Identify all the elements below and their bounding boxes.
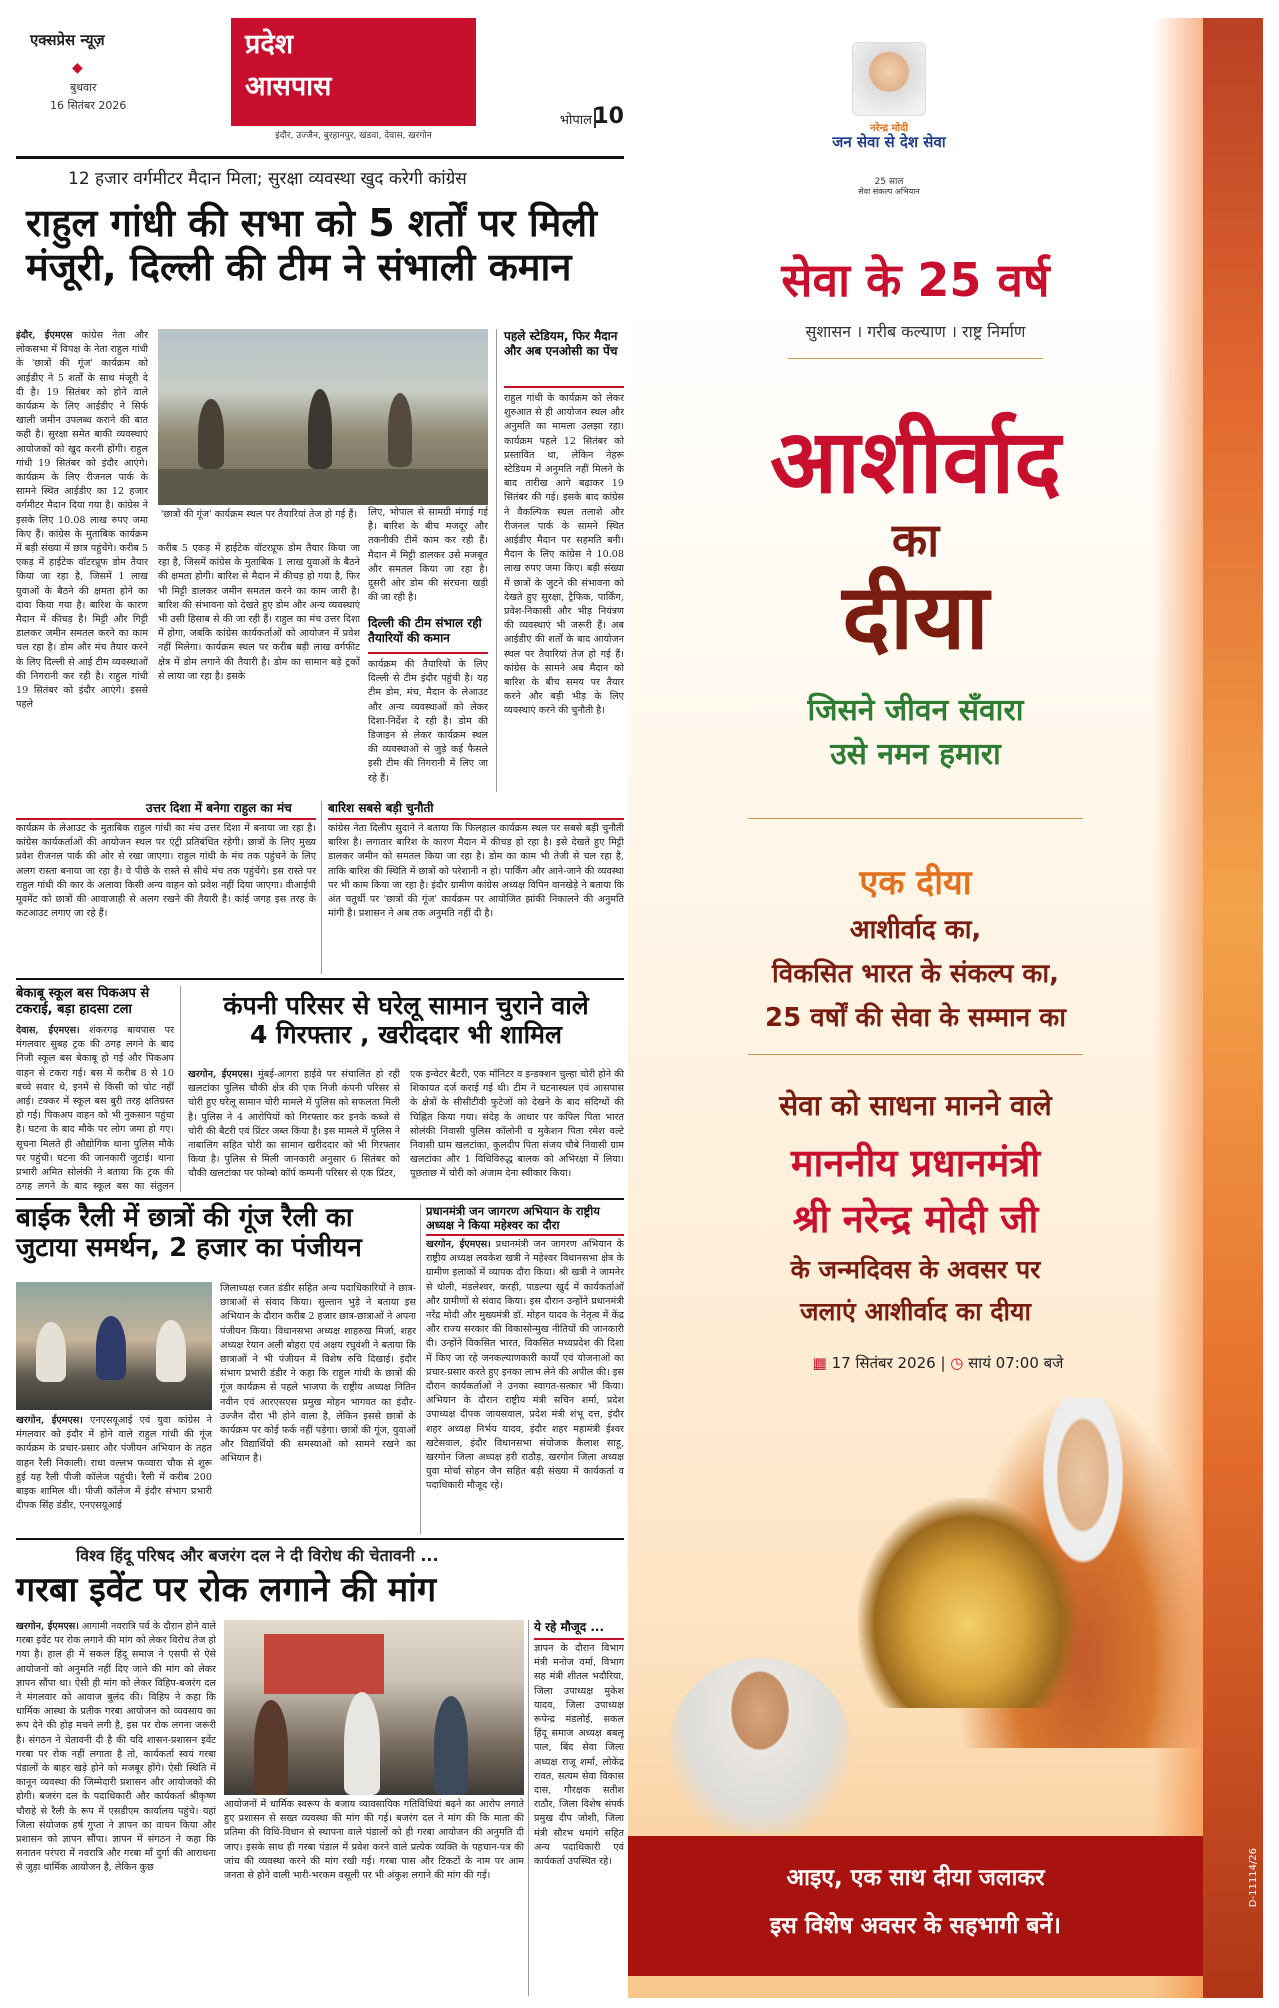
event-date: 17 सितंबर 2026 xyxy=(831,1354,936,1372)
divider xyxy=(180,986,181,1192)
footer-line: इस विशेष अवसर के सहभागी बनें। xyxy=(770,1913,1061,1939)
story-column xyxy=(16,1414,212,1534)
worker-figure xyxy=(388,393,412,467)
footer-line: आइए, एक साथ दीया जलाकर xyxy=(786,1865,1045,1891)
photo-caption: 'छात्रों की गूंज' कार्यक्रम स्थल पर तैयारियां तेज हो गई हैं। xyxy=(160,509,358,520)
story-headline xyxy=(26,202,624,289)
ornament-divider xyxy=(748,818,1083,819)
story-column: कांग्रेस नेता दिलीप सुदाने ने बताया कि फिलहाल कार्यक्रम स्थल पर सबसे बड़ी चुनौती बारिश है। लगातार बारिश के कारण मैदान में कीचड़ हो रहा है। इसे देखते हुए मिट्टी डालकर जमीन को समतल किया जा रहा है। डोम का काम भी तेजी से चल रहा है, ताकि बारिश की स्थिति में छात्रों को परेशानी न हो। पार्किंग और आने-जाने की व्यवस्था पर भी काम किया जा रहा है। इंदौर ग्रामीण कांग्रेस अध्यक्ष विपिन वानखेड़े ने बताया कि अंत चतुर्थी पर 'छात्रों की गूंज' कार्यक्रम पर आयोजित झांकी निकालने की अनुमति मांगी है। प्रशासन ने अब तक अनुमति नहीं दी है। xyxy=(328,823,624,920)
event-time: सायं 07:00 बजे xyxy=(968,1354,1064,1372)
story-column xyxy=(16,329,148,789)
story-headline xyxy=(188,992,624,1050)
dateline: खरगोन, ईएमएस। xyxy=(16,1415,83,1426)
clock-icon: ◷ xyxy=(950,1354,964,1372)
dateline: खरगोन, ईएमएस। xyxy=(188,1069,253,1080)
section-banner xyxy=(231,18,476,126)
divider xyxy=(321,801,322,974)
news-page xyxy=(16,16,624,1996)
sidebar-text: ज्ञापन के दौरान विभाग मंत्री मनोज वर्मा, विभाग सह मंत्री शीतल भदौरिया, जिला उपाध्यक्ष मुकेश यादव, जिला उपाध्यक्ष रूपेन्द्र मंडलोई, सकल हिंदू समाज अध्यक्ष बबलू पाल, बिंद सेवा जिला अध्यक्ष राजू शर्मा, लोकेंद्र रावत, सत्यम सेवा विकास दास, गौरक्षक सतीश राठौर, जिला विशेष संपर्क प्रमुख दीप जोशी, जिला मंत्री सौरभ धमांगे सहित अन्य पदाधिकारी एवं कार्यकर्ता उपस्थित रहे। xyxy=(534,1643,624,1868)
divider xyxy=(426,1234,624,1236)
story-column xyxy=(188,1068,400,1192)
dateline: देवास, ईएमएस। xyxy=(16,1025,80,1036)
ad-deeya: विकसित भारत के संकल्प का, xyxy=(772,959,1059,989)
divider xyxy=(328,818,624,820)
ad-pm-line: श्री नरेन्द्र मोदी जी xyxy=(792,1197,1039,1241)
banner-shape xyxy=(264,1634,384,1694)
issue-day: बुधवार xyxy=(70,81,97,94)
headline-line: कंपनी परिसर से घरेलू सामान चुराने वाले xyxy=(223,991,589,1020)
person-figure xyxy=(434,1696,468,1795)
worker-figure xyxy=(198,399,224,469)
calendar-icon: ▦ xyxy=(812,1354,827,1372)
ad-subline: जिसने जीवन सँवारा xyxy=(807,693,1024,728)
divider xyxy=(528,1620,529,1996)
story-headline: बेकाबू स्कूल बस पिकअप से टकराई, बड़ा हादसा टला xyxy=(16,986,150,1017)
logo-years: 25 साल xyxy=(874,177,904,187)
ad-headline: दीया xyxy=(842,565,989,670)
bike-rally-photo xyxy=(16,1282,212,1410)
story-column: लिए, भोपाल से सामग्री मंगाई गई है। बारिश के बीच मजदूर और तकनीकी टीमें काम कर रही हैं। मैदान में मिट्टी डालकर उसे मजबूत और समतल किया जा रहा है। दूसरी ओर डोम की संरचना खड़ी की जा रही है। xyxy=(368,507,488,604)
logo-campaign: सेवा संकल्प अभियान xyxy=(858,187,920,196)
issue-date: 16 सितंबर 2026 xyxy=(50,99,127,112)
star-icon: ◆ xyxy=(72,60,83,76)
headline-line: राहुल गांधी की सभा को 5 शर्तों पर मिली xyxy=(26,201,597,245)
story-headline: गरबा इवेंट पर रोक लगाने की मांग xyxy=(16,1570,437,1610)
headline-line: मंजूरी, दिल्ली की टीम ने संभाली कमान xyxy=(26,244,572,289)
ad-title: सेवा के 25 वर्ष xyxy=(781,253,1050,307)
story-text: कांग्रेस नेता और लोकसभा में विपक्ष के नेता राहुल गांधी के 'छात्रों की गूंज' कार्यक्रम को आईडीए ने 5 शर्तों के साथ मंजूरी दे दी है। 19 सितंबर को होने वाले कार्यक्रम के लिए आईडीए ने सिर्फ खाली जमीन उपलब्ध कराने की बात कही है। सुरक्षा समेत बाकी व्यवस्थाएं आयोजकों को खुद करनी होंगी। राहुल गांधी 19 सितंबर को इंदौर आएंगे। कार्यक्रम के लिए रीजनल पार्क के सामने स्थित आईडीए का 12 हजार वर्गमीटर मैदान दिया गया है। कांग्रेस ने इसके लिए 10.08 लाख रुपए जमा किए हैं। कांग्रेस के मुताबिक कार्यक्रम में बड़ी संख्या में छात्र पहुंचेंगे। करीब 5 एकड़ में हाईटेक वॉटरप्रूफ डोम तैयार किया जा रहा है, जिसमें 1 लाख युवाओं के बैठने की क्षमता होने का दावा किया गया है। बारिश के कारण मैदान में कीचड़ है। मिट्टी और गिट्टी डालकर जमीन समतल करने का काम चल रहा है। डोम और मंच तैयार करने के लिए दिल्ली से आई टीम व्यवस्थाओं की निगरानी कर रही है। राहुल गांधी 19 सितंबर को इंदौर आएंगे। इससे पहले xyxy=(16,330,148,711)
story-kicker: विश्व हिंदू परिषद और बजरंग दल ने दी विरोध की चेतावनी ... xyxy=(76,1546,439,1565)
rider-figure xyxy=(36,1322,66,1382)
story-column: आयोजनों में धार्मिक स्वरूप के बजाय व्यावसायिक गतिविधियां बढ़ने का आरोप लगाते हुए प्रशासन से सख्त व्यवस्था की मांग की गई। बजरंग दल ने मांग की कि माता की प्रतिमा की विधि-विधान से स्थापना वाले पंडालों को ही गरबा आयोजन की अनुमति दी जाए। इसके साथ ही गरबा पंडाल में प्रवेश करने वाले प्रत्येक व्यक्ति के पहचान-पत्र की जांच की व्यवस्था करने की मांग रखी गई। गरबा पास और टिकटों के नाम पर आम जनता से होने वाली भारी-भरकम वसूली पर भी अंकुश लगाने की मांग की गई। xyxy=(224,1799,524,1882)
logo-signature: नरेन्द्र मोदी xyxy=(870,123,908,134)
ad-code: D-11114/26 xyxy=(1248,1848,1259,1908)
ornament-divider xyxy=(748,1054,1083,1055)
ad-pm-line: सेवा को साधना मानने वाले xyxy=(779,1089,1052,1122)
story-kicker: 12 हजार वर्गमीटर मैदान मिला; सुरक्षा व्यवस्था खुद करेगी कांग्रेस xyxy=(68,169,467,189)
ad-deeya: एक दीया xyxy=(859,863,972,903)
ad-deeya: आशीर्वाद का, xyxy=(849,915,982,945)
divider xyxy=(496,329,497,792)
divider xyxy=(16,1538,624,1540)
page-number: 10 xyxy=(593,104,624,129)
ad-pm-line: के जन्मदिवस के अवसर पर xyxy=(790,1255,1041,1284)
story-text: मुंबई-आगरा हाईवे पर संचालित हो रही खलटांका पुलिस चौकी क्षेत्र की एक निजी कंपनी परिसर से चोरी हुए घरेलू सामान चोरी मामले में पुलिस को सफलता मिली है। पुलिस ने 4 आरोपियों को गिरफ्तार कर इनके कब्जे से चोरी की बैटरी एवं प्रिंटर जब्त किया है। इस मामले में पुलिस ने नाबालिग सहित चोरी का सामान खरीददार को भी गिरफ्तार किया है। पुलिस से मिली जानकारी अनुसार 6 सितंबर को चौकी खलटांका पर फोम्बो कॉर्प कम्पनी परिसर से एक प्रिंटर, xyxy=(188,1069,400,1180)
stadium-photo xyxy=(158,329,488,505)
leader-portrait xyxy=(852,42,926,116)
sidebar-text: राहुल गांधी के कार्यक्रम को लेकर शुरुआत से ही आयोजन स्थल और अनुमति का मामला उलझा रहा। कार्यक्रम पहले 12 सितंबर को प्रस्तावित था, लेकिन नेहरू स्टेडियम में अनुमति नहीं मिलने के बाद तारीख आगे बढ़ाकर 19 सितंबर की गई। इसके बाद कांग्रेस ने वैकल्पिक स्थल तलाशे और रीजनल पार्क के सामने स्थित आईडीए मैदान पर सहमति बनी। मैदान के लिए कांग्रेस ने 10.08 लाख रुपए जमा किए। बड़ी संख्या में छात्रों के जुटने की संभावना को देखते हुए सुरक्षा, ट्रैफिक, पार्किंग, प्रवेश-निकासी और भीड़ नियंत्रण की व्यवस्थाएं भी जरूरी हैं। अब आईडीए की शर्तों के बाद आयोजन स्थल पर तैयारियां तेज हो गई हैं। कांग्रेस के सामने अब मैदान को बारिश के बीच समय पर तैयार करने और बड़ी भीड़ के लिए व्यवस्थाएं करने की चुनौती है। xyxy=(504,393,624,717)
divider xyxy=(420,1204,421,1534)
story-column: एक इन्वेटर बैटरी, एक मॉनिटर व इन्डक्शन चुल्हा चोरी होने की शिकायत दर्ज कराई गई थी। टीम ने घटनास्थल एवं आसपास के क्षेत्रों के सीसीटीवी फुटेजों को देखने के बाद संदिग्धों की चिह्नित किया गया। संदेह के आधार पर कपिल पिता भारत सोलंकी निवासी पुलिस कॉलोनी व मुकेशन पिता रमेश वल्टे निवासी ग्राम खलटांका, कुलदीप पिता संजय चौबे निवासी ग्राम खलटांका और 1 विधिविरुद्ध बालक को अभिरक्षा में लिया। पूछताछ में चोरी को अंजाम देना स्वीकार किया। xyxy=(410,1069,624,1180)
headline-line: 4 गिरफ्तार , खरीददार भी शामिल xyxy=(250,1019,562,1049)
sidebar-heading: पहले स्टेडियम, फिर मैदान और अब एनओसी का पेंच xyxy=(504,329,618,358)
divider xyxy=(368,652,488,654)
person-figure xyxy=(254,1700,288,1795)
ad-pm-line: माननीय प्रधानमंत्री xyxy=(790,1141,1041,1185)
divider xyxy=(16,978,624,980)
headline-line: जुटाया समर्थन, 2 हजार का पंजीयन xyxy=(16,1232,362,1263)
story-text: शंकरगढ़ बायपास पर मंगलवार सुबह ट्रक की ठगह लगने के बाद निजी स्कूल बस बेकाबू हो गई और पिकअप वाहन से टकरा गई। बस में करीब 8 से 10 बच्चे सवार थे, इनमें से किसी को चोट नहीं आई। टक्कर में स्कूल बस बुरी तरह क्षतिग्रस्त हो गई। पिकअप वाहन को भी नुकसान पहुंचा है। घटना के बाद मौके पर लोग जमा हो गए। सूचना मिलते ही औद्योगिक थाना पुलिस मौके पर पहुंची। घटना की जानकारी जुटाई। थाना प्रभारी अमित सोलंकी ने बताया कि ट्रक की ठगह लगने के बाद स्कूल बस का संतुलन xyxy=(16,1025,174,1192)
edition-city: भोपाल xyxy=(559,113,592,128)
sidebar-heading: ये रहे मौजूद ... xyxy=(534,1620,605,1634)
advertisement xyxy=(628,18,1263,1998)
ad-headline: आशीर्वाद xyxy=(769,410,1062,513)
protest-photo xyxy=(224,1620,524,1795)
rider-figure xyxy=(156,1320,186,1382)
chief-minister-photo xyxy=(670,1658,850,1833)
brass-lamp-image xyxy=(858,1498,1078,1708)
ad-tagline: सुशासन । गरीब कल्याण । राष्ट्र निर्माण xyxy=(805,322,1026,341)
story-text: आगामी नवरात्रि पर्व के दौरान होने वाले गरबा इवेंट पर रोक लगाने की मांग को लेकर विरोध तेज हो गया है। हाल ही में सकल हिंदू समाज ने एसपी से ऐसे आयोजनों को अनुमति नहीं दिए जाने की मांग को लेकर ज्ञापन सौंपा था। ऐसी ही मांग को लेकर विहिप-बजरंग दल ने मंगलवार को आवाज बुलंद की। विहिप ने कहा कि धार्मिक आस्था के प्रतीक गरबा आयोजन को व्यवसाय का रूप देने की होड़ मचने लगी है, इस पर रोक लगना जरूरी है। संगठन ने चेतावनी दी है की यदि शासन-प्रशासन इवेंट गरबा पर रोक नहीं लगाता है तो, कार्यकर्ता स्वयं गरबा पंडालों के बाहर खड़े होने को मजबूर होंगे। ऐसी स्थिति में कानून व्यवस्था की जिम्मेदारी प्रशासन और आयोजकों की होगी। बजरंग दल के पदाधिकारी और कार्यकर्ता श्रीकृष्ण चौराहे से रैली के रूप में एसडीएम कार्यालय पहुंचे। यहां जिला संयोजक हर्ष गुप्ता ने ज्ञापन का वाचन किया और प्रशासन को ज्ञापन सौंपा। ज्ञापन में संगठन ने कहा कि सनातन परंपरा में नवरात्रि और गरबा माँ दुर्गा की आराधना से जुड़ा धार्मिक आयोजन है, लेकिन कुछ xyxy=(16,1621,216,1874)
section-subtitle: आसपास xyxy=(245,71,332,102)
divider xyxy=(16,818,316,820)
story-column: कार्यक्रम के लेआउट के मुताबिक राहुल गांधी का मंच उत्तर दिशा में बनाया जा रहा है। कांग्रेस कार्यकर्ताओं की आयोजन स्थल पर एंट्री प्रतिबंधित रहेगी। छात्रों के लिए मुख्य प्रवेश रीजनल पार्क की ओर से रखा जाएगा। राहुल गांधी के मंच तक पहुंचने के लिए अलग रास्ता बनाया जा रहा है। वे पीछे के रास्ते से सीधे मंच तक पहुंचेंगे। इस रास्ते पर राहुल गांधी की कार के अलावा किसी अन्य वाहन को प्रवेश नहीं दिया जाएगा। वीआईपी मूवमेंट को छात्रों की आवाजाही से अलग रखने की तैयारी है। कांई जगह इस तरह के कटआउट लगाए जा रहे हैं। xyxy=(16,823,316,920)
story-text: प्रधानमंत्री जन जागरण अभियान के राष्ट्रीय अध्यक्ष लवकेश खत्री ने महेश्वर विधानसभा क्षेत्र के ग्रामीण इलाकों में व्यापक दौरा किया। श्री खत्री ने जामनेर से धोली, मंडलेश्वर, करही, पाडल्या खुर्द में कार्यकर्ताओं और ग्रामीणों से संवाद किया। इस दौरान उन्होंने प्रधानमंत्री नरेंद्र मोदी और मुख्यमंत्री डॉ. मोहन यादव के नेतृत्व में केंद्र और राज्य सरकार की विकासोन्मुख नीतियों की जानकारी दी। उन्होंने विकसित भारत, विकसित मध्यप्रदेश की दिशा में किए जा रहे जनकल्याणकारी कार्यों एवं योजनाओं का प्रचार-प्रसार करते हुए इनका लाभ लेने की अपील की। इस दौरान कार्यकर्ताओं ने उनका स्वागत-सत्कार भी किया। अभियान के दौरान राष्ट्रीय मंत्री सचिन शर्मा, प्रदेश उपाध्यक्ष दीपक जायसवाल, प्रदेश मंत्री शंभू दत्त, इंदौर शहर अध्यक्ष निर्भय यादव, इंदौर शहर महामंत्री ईश्वर खटेसवाल, इंदौर विधानसभा संयोजक कैलाश साहू, खरगोन जिला अध्यक्ष हरी राठौड़, खरगोन जिला अध्यक्ष युवा मोर्चा सोहन जैन सहित बड़ी संख्या में कार्यकर्ता व पदाधिकारी मौजूद रहे। xyxy=(426,1239,624,1492)
logo-slogan: जन सेवा से देश सेवा xyxy=(832,133,946,151)
story-column: करीब 5 एकड़ में हाईटेक वॉटरप्रूफ डोम तैयार किया जा रहा है, जिसमें कांग्रेस के मुताबिक 1 लाख युवाओं के बैठने की क्षमता होगी। बारिश से मैदान में कीचड़ हो गया है, फिर भी मिट्टी डालकर जमीन समतल करने का काम जारी है। बारिश की संभावना को देखते हुए डोम और अन्य व्यवस्थाएं भी उसी हिसाब से की जा रही हैं। राहुल का मंच उत्तर दिशा में होगा, जबकि कांग्रेस कार्यकर्ताओं को आयोजन में प्रवेश नहीं मिलेगा। कार्यक्रम स्थल पर करीब बड़ी लाख वर्गफीट क्षेत्र में डोम लगाने की तैयारी है। डोम का सामान बड़े ट्रकों से लाया जा रहा है। इसके xyxy=(158,543,360,682)
dateline: खरगोन, ईएमएस। xyxy=(426,1239,491,1250)
newspaper-brand: एक्सप्रेस न्यूज़ xyxy=(30,31,105,49)
story-column: जिलाध्यक्ष रजत डंडीर सहित अन्य पदाधिकारियों ने छात्र-छात्राओं से संवाद किया। सुल्तान भुड़े ने बताया इस अभियान के दौरान करीब 2 हजार छात्र-छात्राओं ने अपना पंजीयन किया। विधानसभा अध्यक्ष शाहरुख मिर्जा, शहर अध्यक्ष रेयान अली बोहरा एवं अक्षय रघुवंशी ने बताया कि छात्राओं ने भी पंजीयन में विशेष रुचि दिखाई। इंदौर संभाग प्रभारी डंडीर ने कहा कि राहुल गांधी के छात्रों की गूंज कार्यक्रम से पहले भाजपा के राष्ट्रीय अध्यक्ष नितिन नवीन एवं आरएसएस प्रमुख मोहन भागवत का इंदौर-उज्जैन दौरा भी होने वाला है, लेकिन इससे छात्रों के कार्यक्रम पर कोई फर्क नहीं पड़ेगा। छात्रों की गूंज, युवाओं और विद्यार्थियों की समस्याओं को सामने रखने का अभियान है। xyxy=(220,1283,416,1465)
section-cities: इंदौर, उज्जैन, बुरहानपुर, खंडवा, देवास, खरगोन xyxy=(275,131,432,141)
headline-line: बाईक रैली में छात्रों की गूंज रैली का xyxy=(16,1203,353,1233)
story-text: एनएसयूआई एवं युवा कांग्रेस ने मंगलवार को इंदौर में होने वाले राहुल गांधी की गूंज कार्यक्रम के प्रचार-प्रसार और पंजीयन अभियान के तहत वाहन रैली निकाली। राधा वल्लभ फव्वारा चौक से शुरू हुई यह रैली पीजी कॉलेज पहुंची। रैली में करीब 200 बाइक शामिल थी। पीजी कॉलेज में इंदौर संभाग प्रभारी दीपक सिंह डंडीर, एनएसयूआई xyxy=(16,1415,212,1512)
story-column: कार्यक्रम की तैयारियों के लिए दिल्ली से टीम इंदौर पहुंची है। यह टीम डोम, मंच, मैदान के लेआउट और अन्य व्यवस्थाओं को लेकर दिशा-निर्देश दे रही है। डोम की डिजाइन से लेकर कार्यक्रम स्थल की व्यवस्थाओं से जुड़े कई फैसले इसी टीम की निगरानी में लिए जा रहे हैं। xyxy=(368,659,488,784)
story-headline xyxy=(16,1204,416,1264)
story-headline: प्रधानमंत्री जन जागरण अभियान के राष्ट्रीय अध्यक्ष ने किया महेश्वर का दौरा xyxy=(426,1204,600,1232)
ad-pm-line: जलाएं आशीर्वाद का दीया xyxy=(800,1297,1031,1326)
fire-border xyxy=(1203,18,1263,1998)
ad-subline: उसे नमन हमारा xyxy=(830,737,1001,772)
story-column xyxy=(16,1024,174,1192)
dateline: खरगोन, ईएमएस। xyxy=(16,1621,79,1632)
person-figure xyxy=(344,1692,380,1795)
divider xyxy=(16,1198,624,1200)
campaign-logo xyxy=(828,32,950,202)
ornament-divider xyxy=(788,358,1043,359)
rider-figure xyxy=(96,1316,126,1380)
divider xyxy=(534,1638,624,1640)
section-title: प्रदेश xyxy=(245,29,294,60)
divider xyxy=(504,386,624,388)
ad-headline: का xyxy=(891,513,940,567)
subheading: बारिश सबसे बड़ी चुनौती xyxy=(328,801,434,815)
masthead xyxy=(16,16,226,156)
story-column xyxy=(16,1620,216,1996)
ad-deeya: 25 वर्षों की सेवा के सम्मान का xyxy=(765,1003,1066,1033)
story-column xyxy=(426,1238,624,1534)
divider xyxy=(16,156,624,159)
worker-figure xyxy=(308,389,332,469)
ad-footer xyxy=(628,1836,1203,1976)
subheading: उत्तर दिशा में बनेगा राहुल का मंच xyxy=(146,801,292,815)
event-schedule: ▦ 17 सितंबर 2026 | ◷ सायं 07:00 बजे xyxy=(812,1354,1064,1372)
subheading: दिल्ली की टीम संभाल रही तैयारियों की कमान xyxy=(368,616,482,645)
dateline: इंदौर, ईएमएस xyxy=(16,330,73,341)
